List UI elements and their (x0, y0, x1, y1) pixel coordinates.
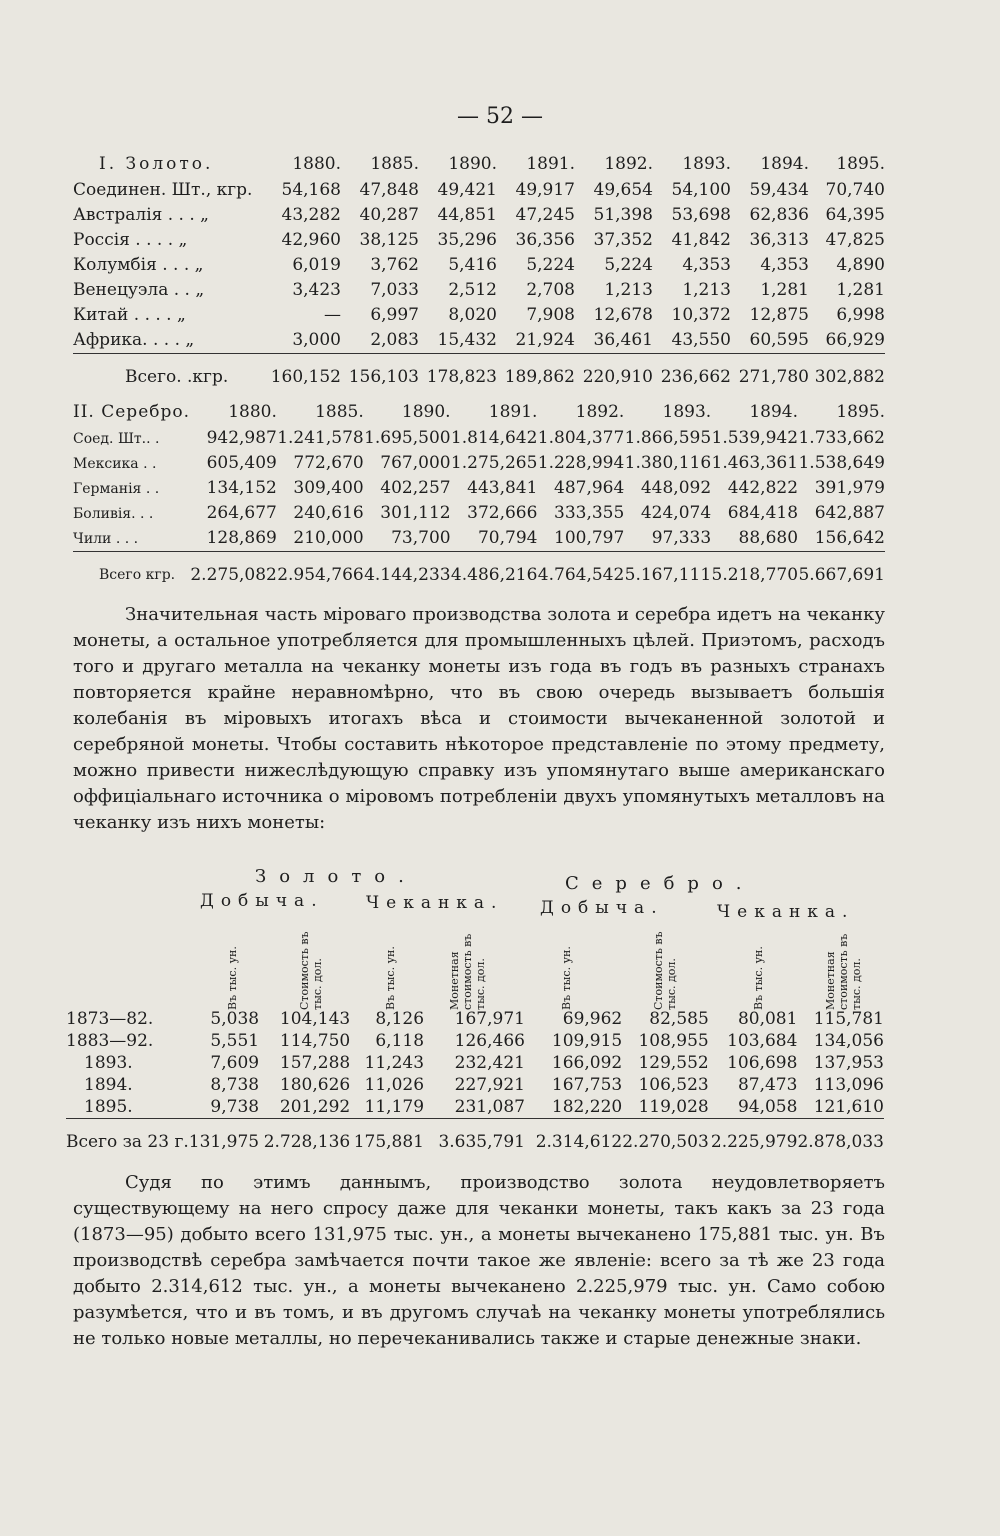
value-cell: 134,152 (206, 478, 277, 498)
value-cell: 605,409 (206, 453, 277, 473)
value-cell: 309,400 (293, 478, 364, 498)
value-cell: 6,118 (375, 1031, 425, 1051)
value-cell: 232,421 (454, 1053, 525, 1073)
value-cell: 1.380,116 (624, 453, 712, 473)
silver-minting-header: Чеканка. (717, 902, 855, 922)
value-cell: 44,851 (437, 205, 497, 225)
total-row (73, 354, 885, 395)
year-cell: 1890. (401, 401, 451, 422)
table-row (66, 1052, 884, 1074)
value-cell: 106,698 (727, 1053, 798, 1073)
body-paragraph: Судя по этимъ даннымъ, производство золота неудовлетворяетъ существующему на него спросу даже для чеканки монеты, такъ какъ за 23 года (1873—95) добыто всего 131,975 тыс. ун., а монеты вычеканено 175,881 тыс. ун. Въ производствѣ серебра замѣчается почти такое же явленіе: всего за тѣ же 23 года добыто 2.314,612 тыс. ун., а монеты вычеканено 2.225,979 тыс. ун. Само собою разумѣется, что и въ томъ, и въ другомъ случаѣ на чеканку монеты употреблялись не только новые металлы, но перечеканивались также и старые денежные знаки. (73, 1172, 885, 1349)
value-cell: 210,000 (293, 528, 364, 548)
value-cell: 424,074 (640, 503, 712, 523)
value-cell: 391,979 (814, 478, 885, 498)
value-cell: 182,220 (551, 1097, 623, 1117)
total-label: Всего. .кгр. (73, 354, 263, 395)
value-cell: 1,281 (836, 280, 885, 300)
value-cell: 448,092 (640, 478, 712, 498)
column-header: Монетная стоимость въ тыс. дол. (824, 933, 863, 1010)
value-cell: 3,423 (292, 280, 341, 300)
value-cell: 1,213 (604, 280, 653, 300)
table-row (66, 1030, 884, 1052)
column-header: Стоимость въ тыс. дол. (652, 931, 678, 1010)
row-label: Австралія . . . „ (73, 205, 209, 225)
value-cell: — (324, 305, 341, 325)
value-cell: 4,353 (760, 255, 809, 275)
value-cell: 5,416 (448, 255, 497, 275)
value-cell: 35,296 (437, 230, 497, 250)
year-cell: 1892. (575, 401, 625, 422)
year-cell: 1895. (836, 153, 885, 174)
value-cell: 5,551 (210, 1031, 260, 1051)
value-cell: 43,550 (671, 330, 731, 350)
value-cell: 70,794 (477, 528, 538, 548)
value-cell: 80,081 (737, 1009, 798, 1029)
value-cell: 43,282 (281, 205, 341, 225)
value-cell: 47,245 (515, 205, 575, 225)
value-cell: 42,960 (281, 230, 341, 250)
value-cell: 11,179 (364, 1097, 425, 1117)
total-cell: 2.314,612 (525, 1119, 622, 1162)
value-cell: 264,677 (206, 503, 277, 523)
value-cell: 40,287 (359, 205, 419, 225)
value-cell: 7,033 (370, 280, 419, 300)
value-cell: 109,915 (551, 1031, 623, 1051)
total-cell: 178,823 (419, 354, 497, 395)
silver-production-table (73, 398, 885, 592)
row-label: 1893. (84, 1053, 133, 1073)
value-cell: 114,750 (279, 1031, 351, 1051)
value-cell: 21,924 (515, 330, 575, 350)
value-cell: 129,552 (638, 1053, 709, 1073)
table-row (73, 501, 885, 526)
value-cell: 53,698 (671, 205, 731, 225)
row-label: Венецуэла . . „ (73, 280, 205, 300)
value-cell: 372,666 (467, 503, 538, 523)
value-cell: 47,848 (359, 180, 419, 200)
total-label: Всего кгр. (73, 552, 190, 593)
year-cell: 1891. (526, 153, 575, 174)
value-cell: 10,372 (671, 305, 731, 325)
total-cell: 131,975 (189, 1119, 259, 1162)
value-cell: 59,434 (749, 180, 809, 200)
value-cell: 1.275,265 (450, 453, 538, 473)
value-cell: 1.733,662 (798, 428, 885, 448)
value-cell: 12,678 (593, 305, 653, 325)
value-cell: 97,333 (651, 528, 712, 548)
total-cell: 4.764,542 (537, 552, 624, 593)
value-cell: 108,955 (638, 1031, 709, 1051)
total-cell: 4.486,216 (451, 552, 538, 593)
value-cell: 12,875 (749, 305, 809, 325)
value-cell: 115,781 (813, 1009, 884, 1029)
value-cell: 231,087 (454, 1097, 525, 1117)
value-cell: 1.228,994 (537, 453, 625, 473)
value-cell: 103,684 (727, 1031, 798, 1051)
silver-group-header: Серебро. (565, 873, 755, 894)
value-cell: 37,352 (593, 230, 653, 250)
value-cell: 1.814,642 (450, 428, 538, 448)
value-cell: 402,257 (380, 478, 451, 498)
value-cell: 73,700 (391, 528, 451, 548)
column-header: Въ тыс. ун. (752, 946, 765, 1010)
total-cell: 2.275,082 (190, 552, 277, 593)
value-cell: 47,825 (825, 230, 885, 250)
row-label: Соединен. Шт., кгр. (73, 180, 253, 200)
year-cell: 1894. (760, 153, 809, 174)
value-cell: 9,738 (210, 1097, 260, 1117)
value-cell: 64,395 (825, 205, 885, 225)
value-cell: 1.866,595 (624, 428, 712, 448)
row-label: Боливія. . . (73, 505, 154, 522)
row-label: Колумбія . . . „ (73, 255, 204, 275)
value-cell: 137,953 (813, 1053, 884, 1073)
total-cell: 5.218,770 (711, 552, 798, 593)
value-cell: 15,432 (437, 330, 497, 350)
value-cell: 201,292 (279, 1097, 351, 1117)
value-cell: 70,740 (825, 180, 885, 200)
value-cell: 8,126 (375, 1009, 425, 1029)
value-cell: 1,281 (760, 280, 809, 300)
value-cell: 54,168 (281, 180, 341, 200)
value-cell: 106,523 (638, 1075, 709, 1095)
value-cell: 942,987 (206, 428, 277, 448)
value-cell: 4,890 (836, 255, 885, 275)
value-cell: 49,421 (437, 180, 497, 200)
total-cell: 220,910 (575, 354, 653, 395)
value-cell: 11,243 (364, 1053, 425, 1073)
total-cell: 5.667,691 (798, 552, 885, 593)
total-cell: 271,780 (731, 354, 809, 395)
value-cell: 8,020 (448, 305, 497, 325)
value-cell: 2,708 (526, 280, 575, 300)
value-cell: 167,753 (551, 1075, 623, 1095)
value-cell: 7,908 (526, 305, 575, 325)
table-row (73, 278, 885, 303)
row-label: Чили . . . (73, 530, 139, 547)
value-cell: 6,997 (370, 305, 419, 325)
total-cell: 302,882 (809, 354, 885, 395)
value-cell: 157,288 (279, 1053, 351, 1073)
value-cell: 94,058 (737, 1097, 798, 1117)
total-cell: 160,152 (263, 354, 341, 395)
table-row (73, 526, 885, 552)
column-header: Въ тыс. ун. (384, 946, 397, 1010)
gold-minting-header: Чеканка. (366, 893, 504, 913)
value-cell: 1.241,578 (277, 428, 364, 448)
total-cell: 2.225,979 (709, 1119, 798, 1162)
value-cell: 767,000 (380, 453, 451, 473)
value-cell: 66,929 (825, 330, 885, 350)
value-cell: 3,000 (292, 330, 341, 350)
value-cell: 1,213 (682, 280, 731, 300)
value-cell: 487,964 (554, 478, 625, 498)
value-cell: 69,962 (562, 1009, 623, 1029)
value-cell: 167,971 (454, 1009, 525, 1029)
gold-title: I. Золото. (99, 153, 214, 174)
value-cell: 8,738 (210, 1075, 260, 1095)
column-header: Въ тыс. ун. (226, 946, 239, 1010)
row-label: Соед. Шт.. . (73, 430, 160, 447)
consumption-table (66, 1008, 884, 1161)
year-cell: 1893. (662, 401, 712, 422)
value-cell: 41,842 (671, 230, 731, 250)
value-cell: 62,836 (749, 205, 809, 225)
value-cell: 121,610 (813, 1097, 884, 1117)
year-cell: 1894. (749, 401, 799, 422)
value-cell: 82,585 (649, 1009, 709, 1029)
silver-title: II. Серебро. (73, 401, 191, 422)
value-cell: 104,143 (279, 1009, 351, 1029)
value-cell: 1.804,377 (537, 428, 625, 448)
value-cell: 240,616 (293, 503, 364, 523)
total-cell: 5.167,111 (624, 552, 711, 593)
value-cell: 119,028 (638, 1097, 709, 1117)
total-cell: 3.635,791 (424, 1119, 525, 1162)
value-cell: 2,512 (448, 280, 497, 300)
value-cell: 443,841 (467, 478, 538, 498)
value-cell: 100,797 (554, 528, 625, 548)
value-cell: 156,642 (814, 528, 885, 548)
value-cell: 5,038 (210, 1009, 260, 1029)
total-cell: 4.144,233 (364, 552, 451, 593)
value-cell: 1.695,500 (364, 428, 451, 448)
value-cell: 6,998 (836, 305, 885, 325)
total-cell: 2.728,136 (259, 1119, 350, 1162)
year-cell: 1892. (604, 153, 653, 174)
value-cell: 38,125 (359, 230, 419, 250)
value-cell: 3,762 (370, 255, 419, 275)
table-row (66, 1008, 884, 1030)
value-cell: 36,461 (593, 330, 653, 350)
value-cell: 51,398 (593, 205, 653, 225)
silver-mining-header: Добыча. (540, 898, 664, 918)
value-cell: 60,595 (749, 330, 809, 350)
table-row (73, 426, 885, 451)
table-row (73, 303, 885, 328)
table-row (73, 328, 885, 354)
year-cell: 1885. (370, 153, 419, 174)
row-label: Германія . . (73, 480, 160, 497)
year-cell: 1893. (682, 153, 731, 174)
row-label: 1883—92. (66, 1031, 154, 1051)
row-label: 1894. (84, 1075, 133, 1095)
total-row (66, 1119, 884, 1162)
total-cell: 236,662 (653, 354, 731, 395)
value-cell: 2,083 (370, 330, 419, 350)
total-row (73, 552, 885, 593)
column-header: Стоимость въ тыс. дол. (298, 931, 324, 1010)
year-cell: 1895. (836, 401, 885, 422)
column-header: Монетная стоимость въ тыс. дол. (448, 933, 487, 1010)
value-cell: 301,112 (380, 503, 451, 523)
year-cell: 1880. (228, 401, 277, 422)
table-row (73, 476, 885, 501)
value-cell: 128,869 (206, 528, 277, 548)
value-cell: 88,680 (738, 528, 799, 548)
value-cell: 333,355 (554, 503, 625, 523)
value-cell: 180,626 (279, 1075, 351, 1095)
total-cell: 175,881 (350, 1119, 424, 1162)
value-cell: 49,917 (515, 180, 575, 200)
value-cell: 7,609 (210, 1053, 260, 1073)
value-cell: 87,473 (737, 1075, 798, 1095)
column-header: Въ тыс. ун. (560, 946, 573, 1010)
body-paragraph: Значительная часть міроваго производства золота и серебра идетъ на чеканку монеты, а остальное употребляется для промышленныхъ цѣлей. Приэтомъ, расходъ того и другаго металла на чеканку монеты изъ года въ годъ въ разныхъ странахъ повторяется крайне неравномѣрно, что въ свою очередь вызываетъ большія колебанія въ міровыхъ итогахъ вѣса и стоимости вычеканенной золотой и серебряной монеты. Чтобы составить нѣкоторое представленіе по этому предмету, можно привести нижеслѣдующую справку изъ упомянутаго выше американскаго оффиціальнаго источника о міровомъ потребленіи двухъ упомянутыхъ металловъ на чеканку изъ нихъ монеты: (73, 604, 885, 833)
value-cell: 442,822 (727, 478, 799, 498)
table-row (66, 1074, 884, 1096)
value-cell: 54,100 (671, 180, 731, 200)
value-cell: 113,096 (813, 1075, 884, 1095)
gold-header-row (73, 150, 885, 178)
table-row (73, 178, 885, 203)
value-cell: 126,466 (454, 1031, 525, 1051)
gold-group-header: Золото. (255, 866, 417, 887)
silver-header-row (73, 398, 885, 426)
total-cell: 156,103 (341, 354, 419, 395)
table-row (73, 451, 885, 476)
value-cell: 772,670 (293, 453, 364, 473)
value-cell: 49,654 (593, 180, 653, 200)
value-cell: 1.539,942 (711, 428, 799, 448)
year-cell: 1890. (448, 153, 497, 174)
year-cell: 1885. (315, 401, 364, 422)
row-label: Мексика . . (73, 455, 157, 472)
gold-mining-header: Добыча. (200, 891, 324, 911)
page-number: — 52 — (457, 104, 543, 129)
table-row (66, 1096, 884, 1119)
value-cell: 4,353 (682, 255, 731, 275)
table-row (73, 228, 885, 253)
table-row (73, 253, 885, 278)
row-label: Африка. . . . „ (73, 330, 195, 350)
value-cell: 6,019 (292, 255, 341, 275)
total-cell: 2.270,503 (622, 1119, 709, 1162)
row-label: 1895. (84, 1097, 133, 1117)
value-cell: 166,092 (551, 1053, 623, 1073)
value-cell: 5,224 (604, 255, 653, 275)
year-cell: 1891. (488, 401, 538, 422)
year-cell: 1880. (292, 153, 341, 174)
value-cell: 36,313 (749, 230, 809, 250)
value-cell: 5,224 (526, 255, 575, 275)
row-label: Россія . . . . „ (73, 230, 188, 250)
gold-production-table (73, 150, 885, 394)
row-label: Китай . . . . „ (73, 305, 186, 325)
total-label: Всего за 23 г. (66, 1119, 189, 1162)
total-cell: 189,862 (497, 354, 575, 395)
value-cell: 227,921 (454, 1075, 525, 1095)
value-cell: 134,056 (813, 1031, 884, 1051)
value-cell: 1.463,361 (711, 453, 799, 473)
table-row (73, 203, 885, 228)
value-cell: 1.538,649 (798, 453, 885, 473)
value-cell: 36,356 (515, 230, 575, 250)
value-cell: 684,418 (727, 503, 799, 523)
total-cell: 2.878,033 (797, 1119, 884, 1162)
value-cell: 642,887 (814, 503, 885, 523)
row-label: 1873—82. (66, 1009, 154, 1029)
value-cell: 11,026 (364, 1075, 425, 1095)
total-cell: 2.954,766 (277, 552, 364, 593)
